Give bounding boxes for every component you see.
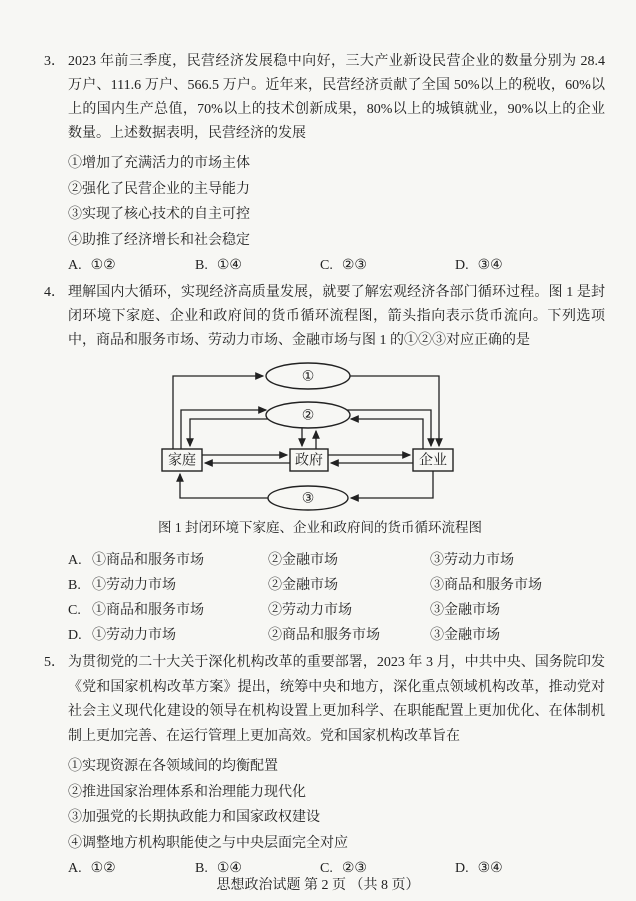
question-5-item-4: ④调整地方机构职能使之与中央层面完全对应 [68,835,348,851]
choice-b: B. ①④ [195,258,242,273]
question-3-items [68,151,605,253]
option-row-a: A. ①商品和服务市场 ②金融市场 ③劳动力市场 [68,553,514,568]
question-5-item-2: ②推进国家治理体系和治理能力现代化 [68,784,306,800]
money-circulation-diagram [120,358,520,516]
question-3-item-3: ③实现了核心技术的自主可控 [68,207,250,222]
question-4-options [68,548,605,648]
question-4-number: 4． [44,285,65,300]
question-5-stem: 为贯彻党的二十大关于深化机构改革的重要部署，2023 年 3 月，中共中央、国务院印发《党和国家机构改革方案》提出，统筹中央和地方，深化重点领域机构改革，推动党对社会主义现代化建设的领导在机构设置上更加科学、在职能配置上更加优化、在体制机制上更加完善、在运行管理上更加高效。党和国家机构改革旨在 [68,655,605,744]
option-row-b: B. ①劳动力市场 ②金融市场 ③商品和服务市场 [68,578,542,593]
figure-caption: 图 1 封闭环境下家庭、企业和政府间的货币循环流程图 [158,520,482,535]
question-4-stem: 理解国内大循环，实现经济高质量发展，就要了解宏观经济各部门循环过程。图 1 是封闭环境下家庭、企业和政府间的货币循环流程图，箭头指向表示货币流向。下列选项中，商品和服务市场、劳动力市场、金融市场与图 1 的①②③对应正确的是 [68,285,605,348]
choice-a: A. ①② [68,258,116,273]
question-3 [44,50,605,278]
market1-label: ① [301,369,315,385]
question-5-item-1: ①实现资源在各领域间的均衡配置 [68,759,278,774]
question-3-number: 3． [44,54,65,69]
government-label: 政府 [295,453,323,469]
question-5-number: 5． [44,655,65,670]
option-row-d: D. ①劳动力市场 ②商品和服务市场 ③金融市场 [68,628,500,643]
choice-d: D. ③④ [455,861,503,876]
question-3-item-4: ④助推了经济增长和社会稳定 [68,232,250,248]
question-3-item-2: ②强化了民营企业的主导能力 [68,181,250,197]
question-5-item-3: ③加强党的长期执政能力和国家政权建设 [68,810,320,825]
choice-c: C. ②③ [320,861,367,876]
market2-label: ② [301,408,315,424]
enterprise-label: 企业 [419,453,447,469]
question-5-items [68,754,605,856]
choice-c: C. ②③ [320,258,367,273]
choice-d: D. ③④ [455,258,503,273]
market3-label: ③ [301,491,315,507]
page-footer: 思想政治试题 第 2 页 （共 8 页） [216,878,420,893]
question-4 [44,281,605,353]
option-row-c: C. ①商品和服务市场 ②劳动力市场 ③金融市场 [68,603,500,618]
question-3-stem: 2023 年前三季度，民营经济发展稳中向好，三大产业新设民营企业的数量分别为 28.4 万户、111.6 万户、566.5 万户。近年来，民营经济贡献了全国 50%以上的税收，60%以上的国内生产总值，70%以上的技术创新成果，80%以上的城镇就业，90%以上的企业数量。上述数据表明，民营经济的发展 [68,54,605,141]
household-label: 家庭 [168,453,196,469]
question-5 [44,651,605,881]
choice-b: B. ①④ [195,861,242,876]
money-flow-arrows [173,376,439,498]
question-3-choices [68,253,605,278]
question-3-item-1: ①增加了充满活力的市场主体 [68,156,250,171]
choice-a: A. ①② [68,861,116,876]
